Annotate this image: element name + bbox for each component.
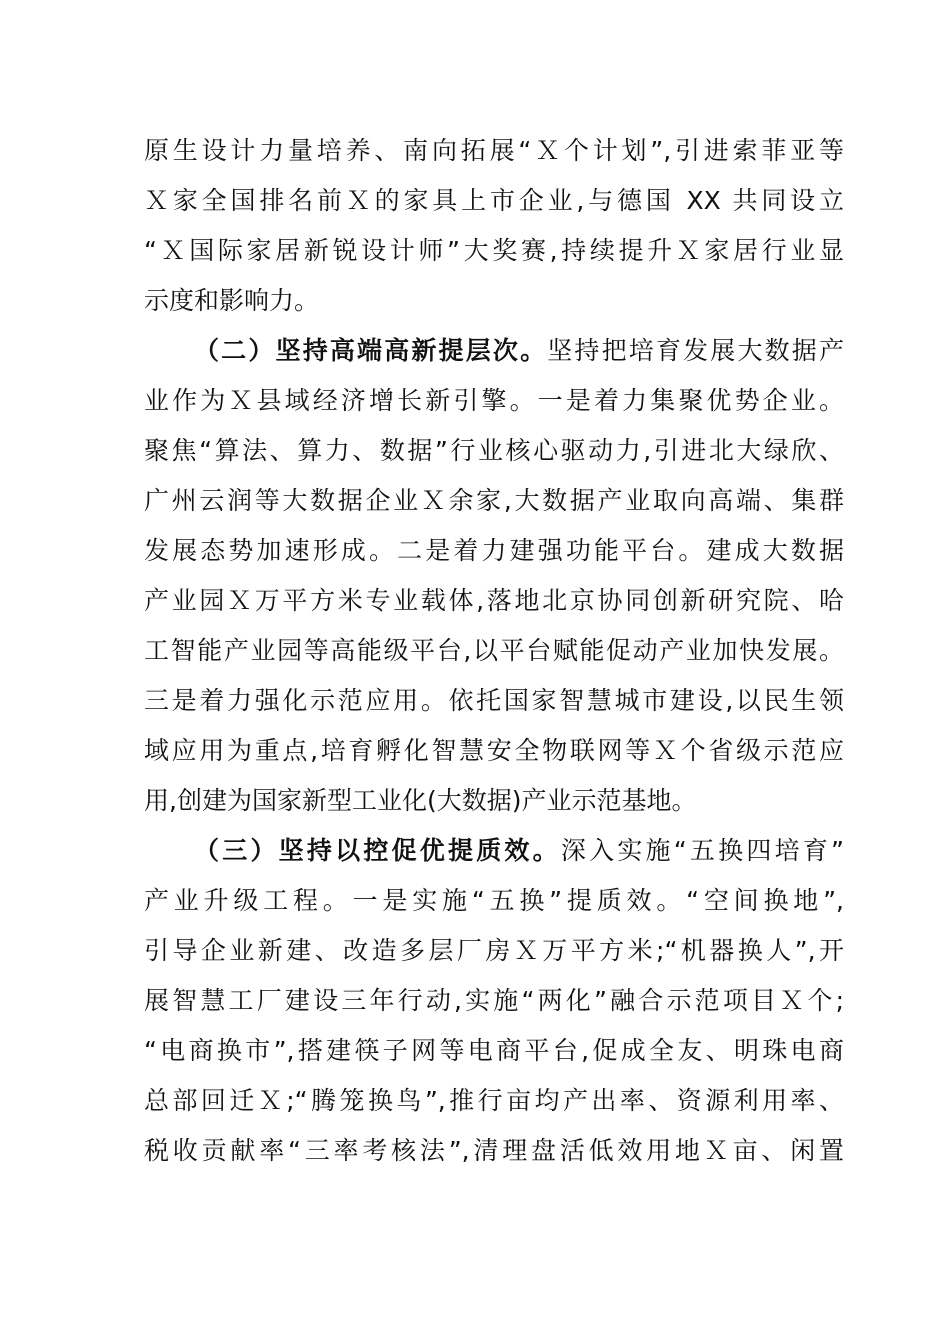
text-line: Ｘ家全国排名前Ｘ的家具上市企业,与德国 XX 共同设立 xyxy=(144,186,844,215)
text-line: 用,创建为国家新型工业化(大数据)产业示范基地。 xyxy=(144,786,697,815)
text-line: 广州云润等大数据企业Ｘ余家,大数据产业取向高端、集群 xyxy=(144,486,844,515)
document-body xyxy=(144,126,844,1176)
section-heading: （二）坚持高端高新提层次。 xyxy=(194,336,548,365)
text-line: “电商换市”,搭建筷子网等电商平台,促成全友、明珠电商 xyxy=(144,1036,844,1065)
text-line: 产业园Ｘ万平方米专业载体,落地北京协同创新研究院、哈 xyxy=(144,586,844,615)
text-line: 三是着力强化示范应用。依托国家智慧城市建设,以民生领 xyxy=(144,686,844,715)
text-line: 业作为Ｘ县域经济增长新引擎。一是着力集聚优势企业。 xyxy=(144,386,844,415)
text-line: 工智能产业园等高能级平台,以平台赋能促动产业加快发展。 xyxy=(144,636,844,665)
text-line: 产业升级工程。一是实施“五换”提质效。“空间换地”, xyxy=(144,886,844,915)
paragraph-2 xyxy=(144,326,844,826)
heading-continuation: 深入实施“五换四培育” xyxy=(560,836,844,865)
text-line: 总部回迁Ｘ;“腾笼换鸟”,推行亩均产出率、资源利用率、 xyxy=(144,1086,844,1115)
section-heading: （三）坚持以控促优提质效。 xyxy=(194,836,561,865)
text-line: 引导企业新建、改造多层厂房Ｘ万平方米;“机器换人”,开 xyxy=(144,936,844,965)
text-line: 发展态势加速形成。二是着力建强功能平台。建成大数据 xyxy=(144,536,844,565)
text-line: 税收贡献率“三率考核法”,清理盘活低效用地Ｘ亩、闲置 xyxy=(144,1136,844,1165)
text-line: 聚焦“算法、算力、数据”行业核心驱动力,引进北大绿欣、 xyxy=(144,436,844,465)
paragraph-1 xyxy=(144,126,844,326)
text-line: 展智慧工厂建设三年行动,实施“两化”融合示范项目Ｘ个; xyxy=(144,986,844,1015)
text-line: 示度和影响力。 xyxy=(144,286,320,315)
text-line xyxy=(144,826,844,876)
paragraph-3 xyxy=(144,826,844,1176)
heading-continuation: 坚持把培育发展大数据产 xyxy=(547,336,844,365)
text-line: 原生设计力量培养、南向拓展“Ｘ个计划”,引进索菲亚等 xyxy=(144,136,844,165)
text-line: 域应用为重点,培育孵化智慧安全物联网等Ｘ个省级示范应 xyxy=(144,736,844,765)
text-line: “Ｘ国际家居新锐设计师”大奖赛,持续提升Ｘ家居行业显 xyxy=(144,236,844,265)
text-line xyxy=(144,326,844,376)
